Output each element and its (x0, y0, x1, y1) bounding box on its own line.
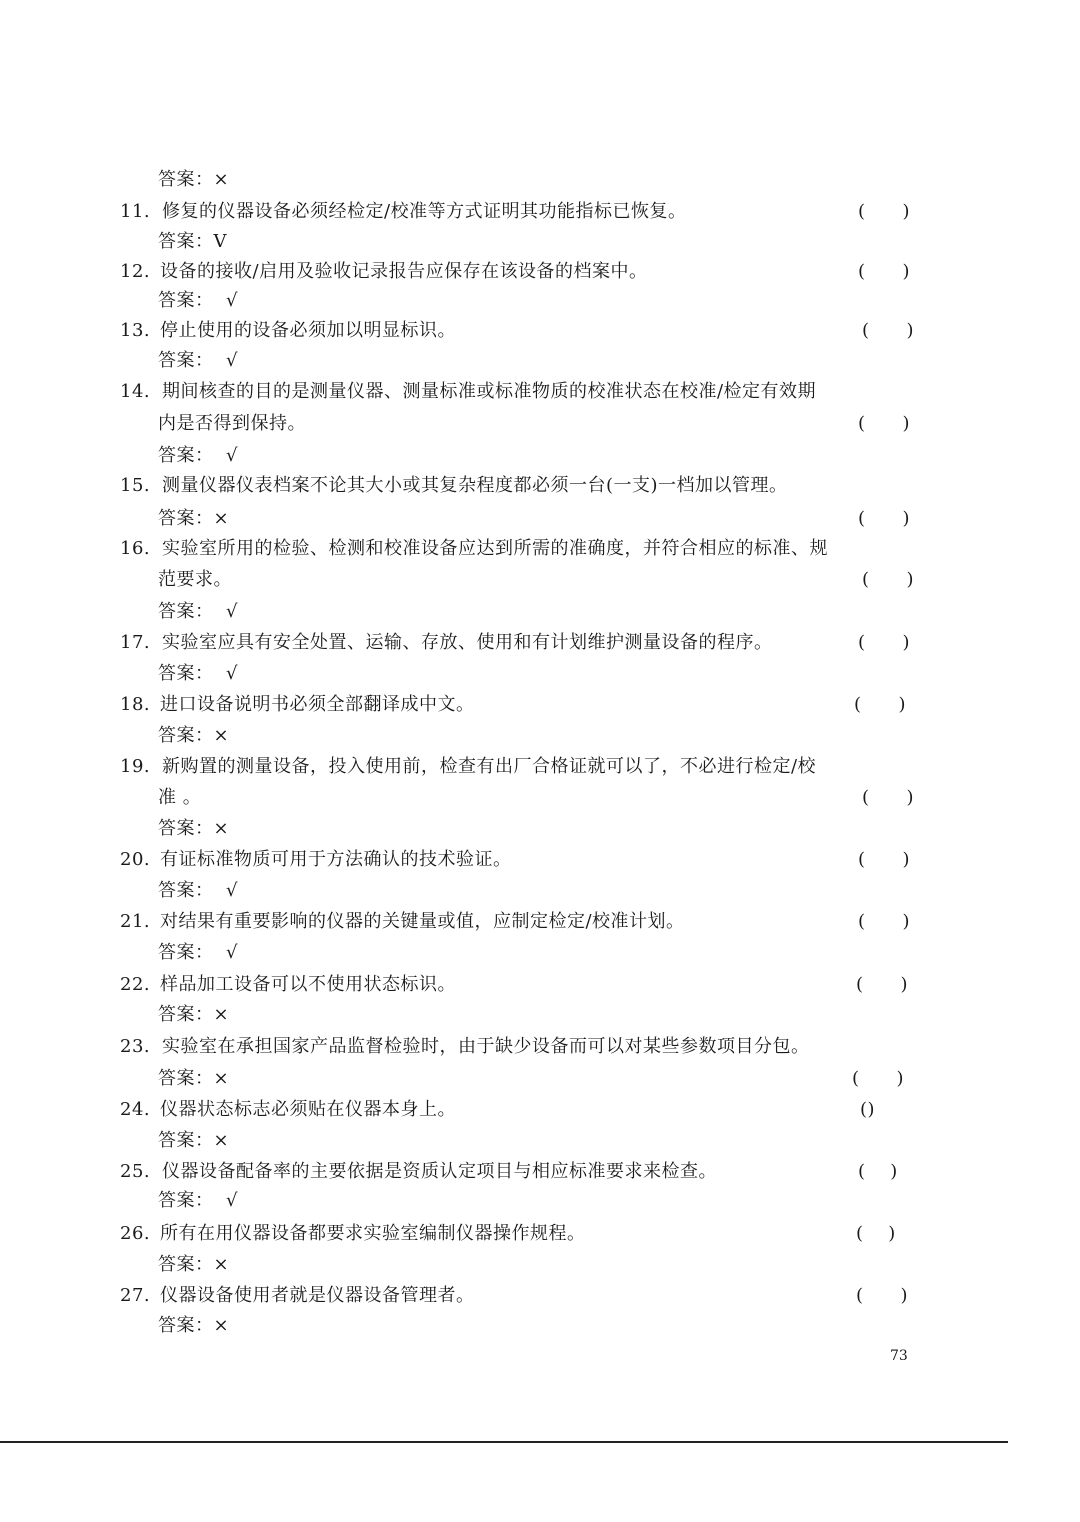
answer-line (158, 230, 227, 254)
question-number: 13. (120, 320, 151, 341)
answer-line (158, 817, 229, 841)
question-text: 停止使用的设备必须加以明显标识。 (160, 320, 456, 341)
question-number: 25. (120, 1161, 151, 1182)
answer-blank: ( ) (858, 911, 911, 932)
answer-line (158, 1003, 229, 1027)
answer-mark: √ (225, 445, 238, 466)
question-text: 新购置的测量设备，投入使用前，检查有出厂合格证就可以了，不必进行检定/校 (162, 756, 817, 777)
answer-blank: ( ) (858, 1161, 898, 1182)
answer-line (158, 941, 238, 965)
answer-line (158, 1189, 238, 1213)
answer-label: 答案： (158, 1190, 214, 1211)
answer-mark: × (213, 1315, 230, 1336)
answer-mark: √ (225, 1190, 238, 1211)
question-number: 12. (120, 261, 151, 282)
question-text: 仪器状态标志必须贴在仪器本身上。 (160, 1099, 456, 1120)
question-number: 21. (120, 911, 151, 932)
question-text: 期间核查的目的是测量仪器、测量标准或标准物质的校准状态在校准/检定有效期 (162, 381, 817, 402)
page-number: 73 (890, 1348, 908, 1364)
answer-label: 答案： (158, 1130, 214, 1151)
answer-blank: ( ) (854, 694, 907, 715)
question-text: 进口设备说明书必须全部翻译成中文。 (160, 694, 475, 715)
question-text: 实验室在承担国家产品监督检验时，由于缺少设备而可以对某些参数项目分包。 (162, 1036, 810, 1057)
answer-mark: × (213, 169, 230, 190)
question-number: 14. (120, 381, 151, 402)
answer-blank: ( ) (858, 849, 911, 870)
answer-mark: × (213, 818, 230, 839)
answer-mark: × (213, 725, 230, 746)
question-text: 仪器设备配备率的主要依据是资质认定项目与相应标准要求来检查。 (162, 1161, 717, 1182)
answer-mark: × (213, 1254, 230, 1275)
answer-blank: ( ) (852, 1068, 905, 1089)
answer-line (158, 1314, 229, 1338)
question-text: 所有在用仪器设备都要求实验室编制仪器操作规程。 (160, 1223, 586, 1244)
question-number: 23. (120, 1036, 151, 1057)
answer-label: 答案： (158, 290, 214, 311)
answer-line (158, 879, 238, 903)
answer-mark: √ (225, 942, 238, 963)
answer-label: 答案： (158, 942, 214, 963)
question-text: 有证标准物质可用于方法确认的技术验证。 (160, 849, 512, 870)
footer-rule (0, 1441, 1008, 1443)
answer-line (158, 349, 238, 373)
question-text: 范要求。 (158, 569, 232, 590)
answer-blank: ( ) (858, 632, 911, 653)
answer-label: 答案： (158, 1068, 214, 1089)
answer-mark: √ (225, 880, 238, 901)
answer-label: 答案： (158, 725, 214, 746)
answer-mark: × (213, 1004, 230, 1025)
answer-mark: V (213, 231, 227, 252)
answer-mark: × (213, 1130, 230, 1151)
answer-label: 答案： (158, 1315, 214, 1336)
question-text: 实验室应具有安全处置、运输、存放、使用和有计划维护测量设备的程序。 (162, 632, 773, 653)
answer-mark: × (213, 1068, 230, 1089)
answer-label: 答案： (158, 445, 214, 466)
question-text: 实验室所用的检验、检测和校准设备应达到所需的准确度，并符合相应的标准、规 (162, 538, 828, 559)
answer-mark: × (213, 508, 230, 529)
answer-mark: √ (225, 663, 238, 684)
question-text: 仪器设备使用者就是仪器设备管理者。 (160, 1285, 475, 1306)
answer-blank: ( ) (858, 261, 911, 282)
question-number: 16. (120, 538, 151, 559)
answer-label: 答案： (158, 1254, 214, 1275)
answer-label: 答案： (158, 231, 214, 252)
answer-line (158, 1129, 229, 1153)
answer-mark: √ (225, 290, 238, 311)
answer-label: 答案： (158, 663, 214, 684)
answer-blank: ( ) (858, 201, 911, 222)
answer-blank: () (860, 1099, 876, 1120)
question-number: 15. (120, 475, 151, 496)
answer-blank: ( ) (862, 787, 915, 808)
answer-blank: ( ) (856, 974, 909, 995)
answer-blank: ( ) (862, 320, 915, 341)
answer-blank: ( ) (856, 1285, 909, 1306)
answer-label: 答案： (158, 508, 214, 529)
question-text: 修复的仪器设备必须经检定/校准等方式证明其功能指标已恢复。 (162, 201, 687, 222)
question-number: 20. (120, 849, 151, 870)
question-number: 22. (120, 974, 151, 995)
answer-label: 答案： (158, 818, 214, 839)
answer-blank: ( ) (858, 413, 911, 434)
question-text: 准 。 (158, 787, 202, 808)
answer-label: 答案： (158, 350, 214, 371)
question-number: 24. (120, 1099, 151, 1120)
answer-line (158, 724, 229, 748)
answer-blank: ( ) (856, 1223, 896, 1244)
question-number: 18. (120, 694, 151, 715)
question-text: 测量仪器仪表档案不论其大小或其复杂程度都必须一台(一支)一档加以管理。 (162, 475, 788, 496)
answer-line (158, 168, 229, 192)
question-number: 17. (120, 632, 151, 653)
answer-line (158, 289, 238, 313)
answer-line (158, 600, 238, 624)
question-text: 样品加工设备可以不使用状态标识。 (160, 974, 456, 995)
answer-label: 答案： (158, 880, 214, 901)
question-number: 26. (120, 1223, 151, 1244)
question-number: 27. (120, 1285, 151, 1306)
answer-blank: ( ) (862, 569, 915, 590)
answer-label: 答案： (158, 1004, 214, 1025)
answer-mark: √ (225, 601, 238, 622)
answer-line (158, 444, 238, 468)
answer-label: 答案： (158, 601, 214, 622)
answer-blank: ( ) (858, 508, 911, 529)
answer-line (158, 662, 238, 686)
answer-line (158, 1253, 229, 1277)
question-text: 设备的接收/启用及验收记录报告应保存在该设备的档案中。 (160, 261, 648, 282)
question-number: 19. (120, 756, 151, 777)
question-text: 内是否得到保持。 (158, 413, 306, 434)
question-number: 11. (120, 201, 151, 222)
answer-label: 答案： (158, 169, 214, 190)
question-text: 对结果有重要影响的仪器的关键量或值，应制定检定/校准计划。 (160, 911, 685, 932)
answer-mark: √ (225, 350, 238, 371)
